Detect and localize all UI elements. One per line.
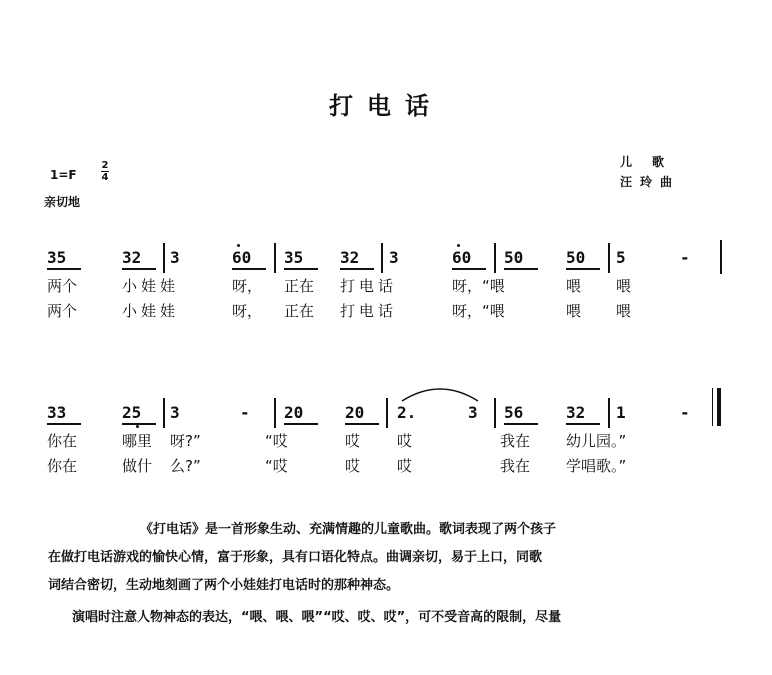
beam <box>566 423 600 425</box>
lyric: 正在 <box>284 277 315 295</box>
lyric: 你在 <box>47 432 78 450</box>
time-numerator: 2 <box>101 160 109 171</box>
note-group: 35 <box>47 248 67 267</box>
tempo-marking: 亲切地 <box>44 195 81 209</box>
lyric: 两个 <box>47 302 78 320</box>
barline <box>274 398 276 428</box>
barline <box>720 240 722 274</box>
final-barline-thick <box>717 388 721 426</box>
note-group: 35 <box>284 248 304 267</box>
lyric: 打电话 <box>340 277 398 295</box>
note-group: 3 <box>468 403 478 422</box>
commentary-line: 词结合密切，生动地刻画了两个小娃娃打电话时的那种神态。 <box>48 578 400 593</box>
lyric: 正在 <box>284 302 315 320</box>
lyric: 呀，“喂 <box>452 277 505 295</box>
dash: - <box>240 403 250 422</box>
lyric: 学唱歌。” <box>566 457 627 475</box>
note-group: 20 <box>345 403 365 422</box>
commentary-line: 《打电话》是一首形象生动、充满情趣的儿童歌曲。歌词表现了两个孩子 <box>140 522 557 537</box>
beam <box>122 268 156 270</box>
music-credit: 汪玲曲 <box>620 175 681 189</box>
note-group: 33 <box>47 403 67 422</box>
beam <box>504 423 538 425</box>
lyric: 做什 <box>122 457 153 475</box>
dash: - <box>680 403 690 422</box>
lyric: 打电话 <box>340 302 398 320</box>
note-group: 60 <box>232 248 252 267</box>
lyric: 喂 <box>566 302 582 320</box>
note-group: 32 <box>566 403 586 422</box>
beam <box>284 268 318 270</box>
note-group: 3 <box>389 248 399 267</box>
lyric: 呀?” <box>170 432 201 450</box>
lyric: 哎 <box>345 432 361 450</box>
note-group: 20 <box>284 403 304 422</box>
barline <box>494 398 496 428</box>
lyric: “哎 <box>265 457 288 475</box>
lyric: 哎 <box>397 457 413 475</box>
beam <box>232 268 266 270</box>
barline <box>381 243 383 273</box>
note-group: 60 <box>452 248 472 267</box>
lyric: 喂 <box>616 277 632 295</box>
octave-dot <box>237 244 240 247</box>
note-group: 50 <box>566 248 586 267</box>
time-signature <box>101 160 109 183</box>
barline <box>386 398 388 428</box>
lyric: “哎 <box>265 432 288 450</box>
dash: - <box>680 248 690 267</box>
lyric: 哪里 <box>122 432 153 450</box>
lyric: 小娃娃 <box>122 302 180 320</box>
tie-slur <box>398 383 482 405</box>
lyric: 哎 <box>397 432 413 450</box>
beam <box>340 268 374 270</box>
barline <box>163 243 165 273</box>
note-group: 3 <box>170 248 180 267</box>
page-title: 打电话 <box>329 92 443 120</box>
lyric: 我在 <box>500 457 531 475</box>
note-group: 50 <box>504 248 524 267</box>
note-group: 5 <box>616 248 626 267</box>
time-denominator: 4 <box>101 172 109 183</box>
beam <box>122 423 156 425</box>
barline <box>274 243 276 273</box>
note-group: 32 <box>340 248 360 267</box>
barline <box>608 243 610 273</box>
commentary-line: 演唱时注意人物神态的表达，“喂、喂、喂”“哎、哎、哎”，可不受音高的限制，尽量 <box>72 610 562 625</box>
final-barline-thin <box>712 388 713 426</box>
beam <box>566 268 600 270</box>
beam <box>452 268 486 270</box>
lyric: 呀， <box>232 277 263 295</box>
note-group: 3 <box>170 403 180 422</box>
note-group: 56 <box>504 403 524 422</box>
lyric: 我在 <box>500 432 531 450</box>
lyric: 喂 <box>566 277 582 295</box>
octave-dot <box>457 244 460 247</box>
beam <box>345 423 379 425</box>
lyric: 呀， <box>232 302 263 320</box>
beam <box>47 268 81 270</box>
note-group: 1 <box>616 403 626 422</box>
beam <box>47 423 81 425</box>
lyric: 么?” <box>170 457 201 475</box>
lyric: 你在 <box>47 457 78 475</box>
note-group: 2. <box>397 403 417 422</box>
lyric: 小娃娃 <box>122 277 180 295</box>
note-group: 32 <box>122 248 142 267</box>
lyric: 喂 <box>616 302 632 320</box>
octave-dot <box>136 425 139 428</box>
commentary-line: 在做打电话游戏的愉快心情，富于形象，具有口语化特点。曲调亲切，易于上口，同歌 <box>48 550 543 565</box>
lyric: 幼儿园。” <box>566 432 627 450</box>
lyric-credit: 儿歌 <box>620 155 685 169</box>
beam <box>284 423 318 425</box>
lyric: 呀，“喂 <box>452 302 505 320</box>
lyric: 哎 <box>345 457 361 475</box>
barline <box>608 398 610 428</box>
barline <box>163 398 165 428</box>
note-group: 25 <box>122 403 142 422</box>
barline <box>494 243 496 273</box>
key-signature: 1=F <box>50 168 77 182</box>
lyric: 两个 <box>47 277 78 295</box>
beam <box>504 268 538 270</box>
